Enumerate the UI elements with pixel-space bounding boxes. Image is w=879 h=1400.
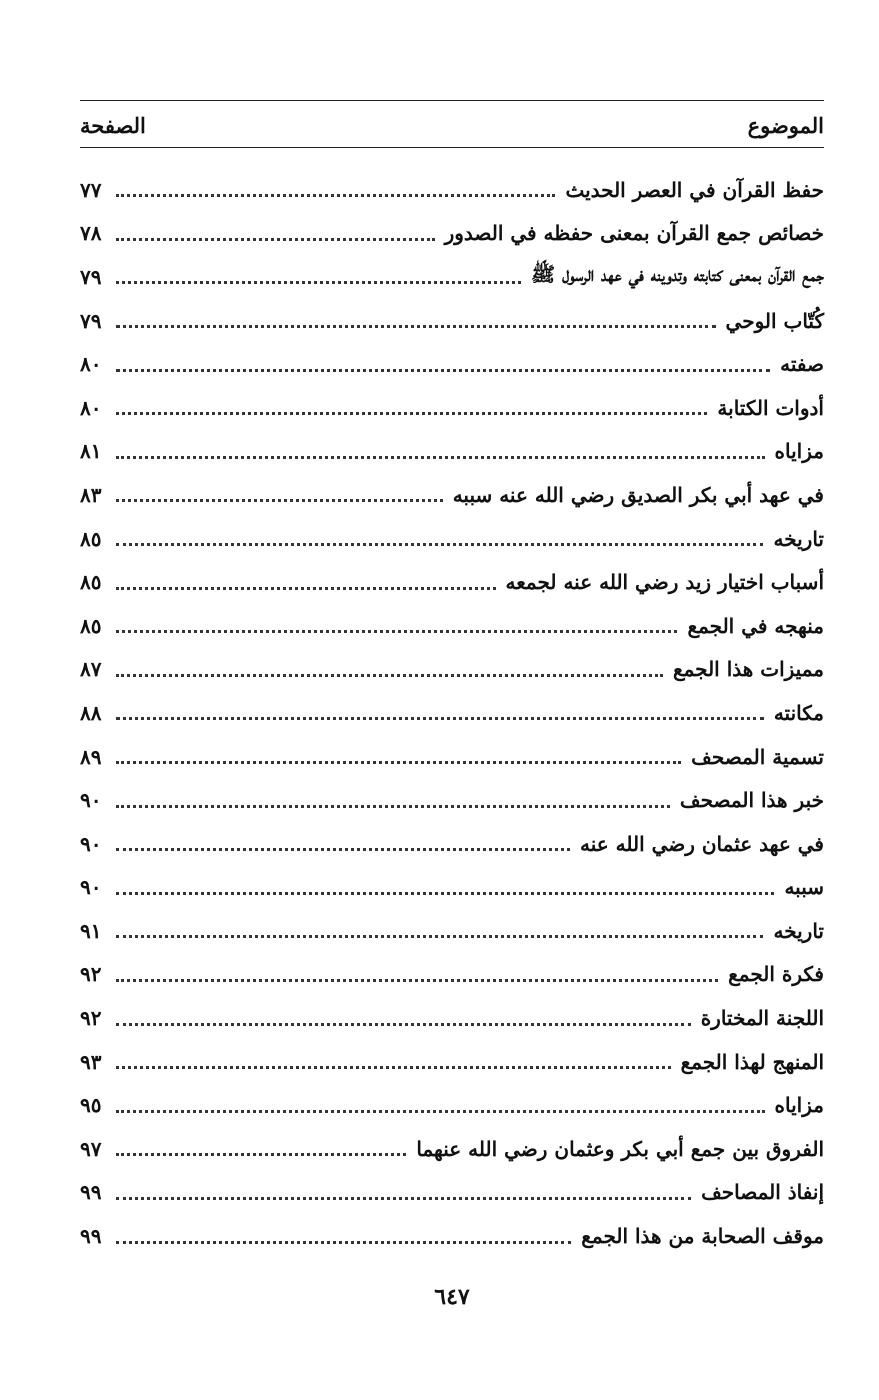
- toc-entry: [80, 168, 824, 212]
- header-top-rule: [80, 100, 824, 101]
- toc-entry-title: خصائص جمع القرآن بمعنى حفظه في الصدور: [444, 221, 824, 246]
- toc-entry: [80, 996, 824, 1040]
- toc-entry: [80, 1083, 824, 1127]
- toc-entry: [80, 691, 824, 735]
- toc-entry: [80, 953, 824, 997]
- toc-entry-page-number: ٩٢: [80, 1006, 102, 1031]
- dot-leader: [116, 238, 435, 241]
- dot-leader: [116, 194, 555, 197]
- dot-leader: [116, 674, 663, 677]
- dot-leader: [116, 456, 765, 459]
- toc-entry: [80, 648, 824, 692]
- dot-leader: [116, 1197, 691, 1200]
- toc-entry: [80, 909, 824, 953]
- toc-entry-page-number: ٨٨: [80, 700, 102, 725]
- toc-entry: [80, 386, 824, 430]
- page-column-label: الصفحة: [80, 112, 146, 138]
- dot-leader: [116, 587, 496, 590]
- dot-leader: [116, 805, 670, 808]
- dot-leader: [116, 281, 521, 284]
- dot-leader: [116, 543, 763, 546]
- toc-entry: [80, 604, 824, 648]
- dot-leader: [116, 412, 707, 415]
- toc-entry-title: الفروق بين جمع أبي بكر وعثمان رضي الله عنهما: [416, 1136, 824, 1161]
- toc-entry-title: تسمية المصحف: [691, 744, 824, 769]
- toc-entry-page-number: ٩٥: [80, 1093, 102, 1118]
- toc-entry-page-number: ٨٧: [80, 657, 102, 682]
- toc-entry-title: جمع القرآن بمعنى كتابته وتدوينه في عهد الرسول ﷺ: [531, 262, 824, 287]
- toc-entry-title: كُتّاب الوحي: [725, 308, 824, 333]
- toc-entry: [80, 255, 824, 299]
- toc-entry-page-number: ٨٠: [80, 395, 102, 420]
- toc-entry-page-number: ٨١: [80, 439, 102, 464]
- toc-page: [80, 0, 824, 1400]
- toc-entry-title: مميزات هذا الجمع: [672, 657, 824, 682]
- dot-leader: [116, 761, 681, 764]
- footer-page-number: ٦٤٧: [434, 1284, 470, 1310]
- toc-entry-page-number: ٩٢: [80, 962, 102, 987]
- dot-leader: [116, 979, 718, 982]
- toc-entry-title: أسباب اختيار زيد رضي الله عنه لجمعه: [505, 570, 824, 595]
- toc-entry-page-number: ٩٩: [80, 1180, 102, 1205]
- toc-entry-page-number: ٩٠: [80, 831, 102, 856]
- toc-entry-title: في عهد عثمان رضي الله عنه: [579, 831, 824, 856]
- toc-entry-title: موقف الصحابة من هذا الجمع: [581, 1224, 824, 1249]
- dot-leader: [116, 1241, 571, 1244]
- dot-leader: [116, 935, 763, 938]
- toc-entry-title: اللجنة المختارة: [700, 1006, 824, 1031]
- dot-leader: [116, 1023, 691, 1026]
- toc-entry-page-number: ٧٩: [80, 264, 102, 289]
- toc-entry-title: صفته: [780, 352, 824, 377]
- toc-entry: [80, 1127, 824, 1171]
- toc-entry-title: إنفاذ المصاحف: [701, 1180, 824, 1205]
- toc-entry: [80, 517, 824, 561]
- toc-entry-page-number: ٧٧: [80, 177, 102, 202]
- toc-entry: [80, 342, 824, 386]
- toc-entry-title: مزاياه: [774, 439, 824, 464]
- dot-leader: [116, 325, 716, 328]
- toc-entry: [80, 1040, 824, 1084]
- toc-list: [80, 168, 824, 1258]
- toc-entry-page-number: ٨٣: [80, 482, 102, 507]
- toc-entry-page-number: ٨٩: [80, 744, 102, 769]
- dot-leader: [116, 717, 764, 720]
- toc-entry: [80, 735, 824, 779]
- topic-column-label: الموضوع: [747, 112, 824, 138]
- toc-entry: [80, 1214, 824, 1258]
- toc-entry: [80, 212, 824, 256]
- dot-leader: [116, 1110, 765, 1113]
- toc-entry-page-number: ٩٠: [80, 788, 102, 813]
- toc-header: [80, 108, 824, 142]
- toc-entry-page-number: ٨٥: [80, 613, 102, 638]
- dot-leader: [116, 630, 677, 633]
- toc-entry-title: أدوات الكتابة: [717, 395, 824, 420]
- toc-entry: [80, 430, 824, 474]
- toc-entry-title: مكانته: [773, 700, 824, 725]
- toc-entry-title: فكرة الجمع: [728, 962, 824, 987]
- toc-entry-page-number: ٩٩: [80, 1224, 102, 1249]
- header-bottom-rule: [80, 147, 824, 148]
- toc-entry-title: مزاياه: [774, 1093, 824, 1118]
- dot-leader: [116, 892, 774, 895]
- dot-leader: [116, 848, 570, 851]
- toc-entry-title: منهجه في الجمع: [687, 613, 824, 638]
- toc-entry-page-number: ٩٣: [80, 1049, 102, 1074]
- toc-entry-title: سببه: [784, 875, 824, 900]
- toc-entry: [80, 866, 824, 910]
- toc-entry: [80, 778, 824, 822]
- toc-entry-page-number: ٩٧: [80, 1136, 102, 1161]
- toc-entry-title: في عهد أبي بكر الصديق رضي الله عنه سببه: [452, 482, 824, 507]
- toc-entry-title: تاريخه: [773, 526, 824, 551]
- toc-entry-title: خبر هذا المصحف: [679, 788, 824, 813]
- toc-entry-title: تاريخه: [773, 918, 824, 943]
- toc-entry-page-number: ٨٥: [80, 570, 102, 595]
- toc-entry-page-number: ٨٠: [80, 352, 102, 377]
- toc-entry-title: حفظ القرآن في العصر الحديث: [565, 177, 824, 202]
- dot-leader: [116, 369, 770, 372]
- toc-entry-page-number: ٩١: [80, 918, 102, 943]
- toc-entry-page-number: ٨٥: [80, 526, 102, 551]
- toc-entry-title: المنهج لهذا الجمع: [680, 1049, 824, 1074]
- toc-entry-page-number: ٧٩: [80, 308, 102, 333]
- dot-leader: [116, 1153, 406, 1156]
- toc-entry-page-number: ٩٠: [80, 875, 102, 900]
- toc-entry: [80, 473, 824, 517]
- toc-entry: [80, 299, 824, 343]
- toc-entry: [80, 822, 824, 866]
- dot-leader: [116, 499, 443, 502]
- toc-entry: [80, 1171, 824, 1215]
- dot-leader: [116, 1066, 671, 1069]
- toc-entry: [80, 560, 824, 604]
- toc-entry-page-number: ٧٨: [80, 221, 102, 246]
